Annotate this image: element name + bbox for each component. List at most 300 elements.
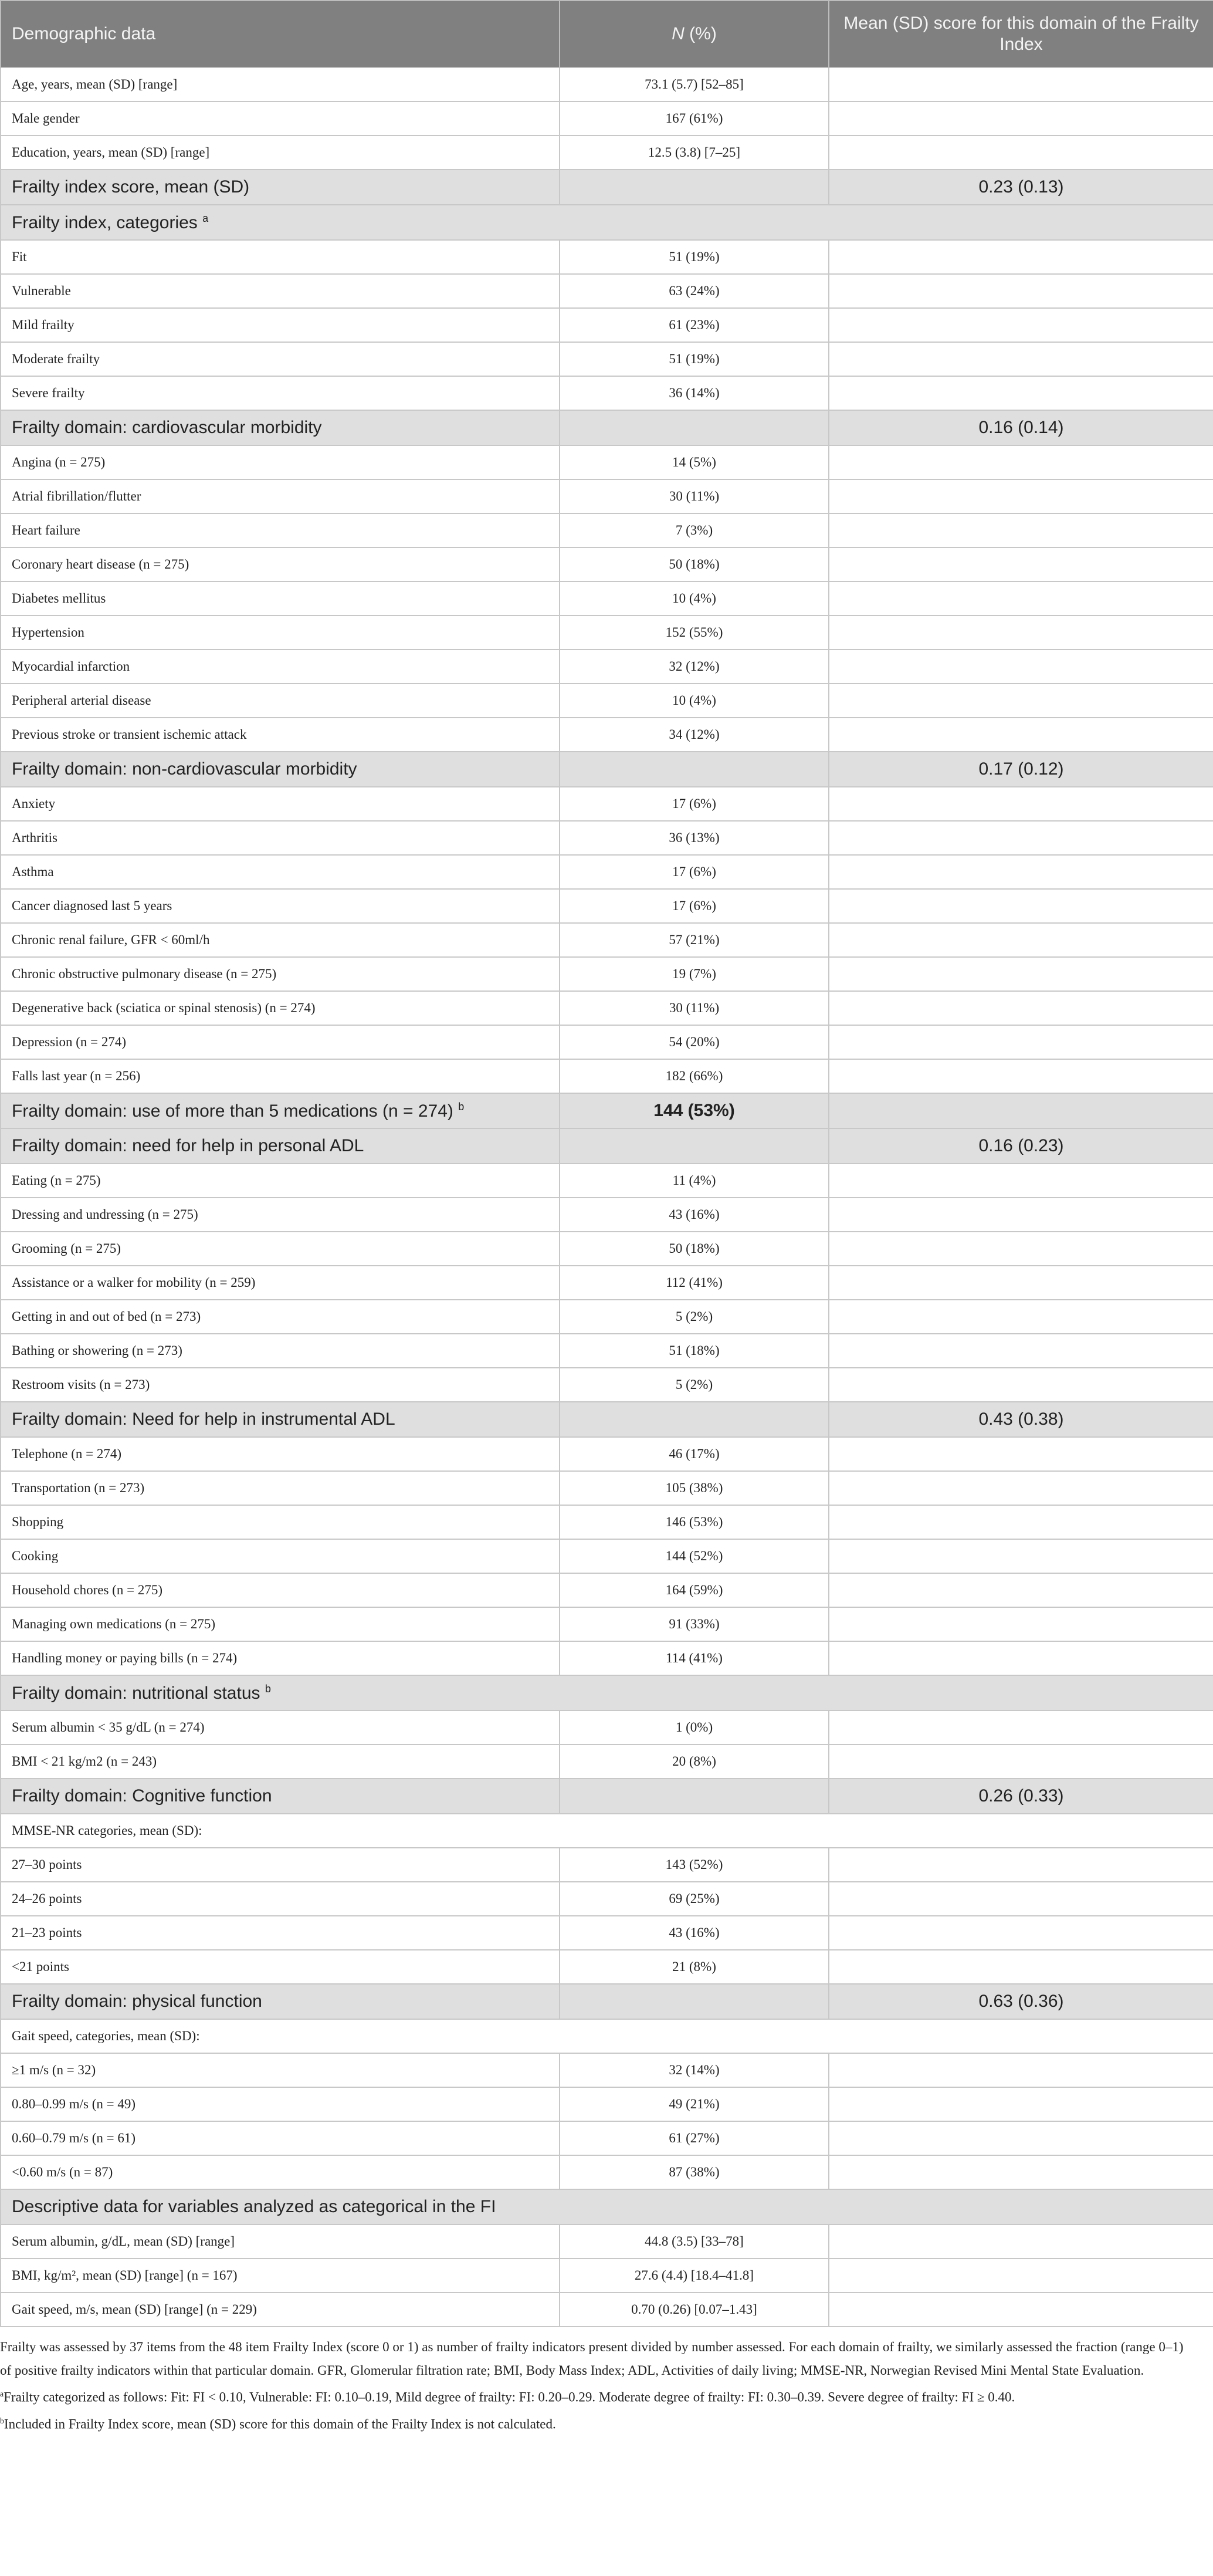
- mean-sd-cell: 0.26 (0.33): [829, 1779, 1213, 1814]
- row-label: [1, 957, 560, 991]
- row-label-text: Male gender: [12, 111, 80, 126]
- table-row: [1, 1334, 1213, 1368]
- n-percent-cell: 49 (21%): [560, 2087, 829, 2121]
- table-row: [1, 1607, 1213, 1641]
- mean-sd-cell: [829, 1950, 1213, 1984]
- row-label: [1, 821, 560, 855]
- n-percent-cell: [560, 752, 829, 787]
- section-row: [1, 1779, 1213, 1814]
- n-percent-cell: 21 (8%): [560, 1950, 829, 1984]
- row-label-text: Frailty index score, mean (SD): [12, 177, 250, 197]
- row-label-text: Shopping: [12, 1515, 64, 1529]
- section-row: [1, 752, 1213, 787]
- row-label-text: Mild frailty: [12, 317, 74, 332]
- table-row: [1, 1573, 1213, 1607]
- row-label-text: Peripheral arterial disease: [12, 693, 151, 708]
- footnote-b-text: Included in Frailty Index score, mean (SD) score for this domain of the Frailty Index is not calculated.: [4, 2416, 556, 2432]
- table-row: [1, 1232, 1213, 1266]
- mean-sd-cell: [829, 136, 1213, 170]
- n-percent-cell: [560, 1128, 829, 1164]
- row-label: [1, 1814, 1213, 1848]
- row-label-text: Education, years, mean (SD) [range]: [12, 145, 210, 160]
- footnote-a-mark: a: [0, 2389, 4, 2398]
- n-percent-cell: 32 (12%): [560, 650, 829, 684]
- row-label: [1, 2053, 560, 2087]
- table-row: [1, 1641, 1213, 1675]
- mean-sd-cell: [829, 1059, 1213, 1093]
- mean-sd-cell: [829, 2293, 1213, 2327]
- mean-sd-cell: [829, 1745, 1213, 1779]
- n-percent-cell: 17 (6%): [560, 787, 829, 821]
- row-label-text: Cooking: [12, 1549, 59, 1563]
- n-percent-cell: 46 (17%): [560, 1437, 829, 1471]
- n-percent-cell: 43 (16%): [560, 1198, 829, 1232]
- n-percent-cell: 54 (20%): [560, 1025, 829, 1059]
- n-percent-cell: 112 (41%): [560, 1266, 829, 1300]
- row-label-text: Arthritis: [12, 830, 57, 845]
- mean-sd-cell: [829, 1710, 1213, 1745]
- row-label-text: Dressing and undressing (n = 275): [12, 1207, 198, 1222]
- n-percent-cell: 63 (24%): [560, 274, 829, 308]
- row-label: [1, 1882, 560, 1916]
- n-percent-cell: 105 (38%): [560, 1471, 829, 1505]
- mean-sd-cell: 0.63 (0.36): [829, 1984, 1213, 2019]
- row-label-text: Gait speed, m/s, mean (SD) [range] (n = 229): [12, 2302, 257, 2317]
- n-percent-cell: 32 (14%): [560, 2053, 829, 2087]
- table-row: [1, 787, 1213, 821]
- row-label-text: Chronic obstructive pulmonary disease (n = 275): [12, 966, 277, 981]
- mean-sd-cell: [829, 1539, 1213, 1573]
- header-mean-sd: Mean (SD) score for this domain of the Frailty Index: [829, 1, 1213, 67]
- section-row: [1, 410, 1213, 445]
- table-row: [1, 445, 1213, 479]
- row-label-text: ≥1 m/s (n = 32): [12, 2063, 96, 2077]
- table-row: [1, 479, 1213, 513]
- mean-sd-cell: 0.43 (0.38): [829, 1402, 1213, 1437]
- table-row: [1, 1025, 1213, 1059]
- n-percent-cell: 30 (11%): [560, 991, 829, 1025]
- mean-sd-cell: [829, 342, 1213, 376]
- row-label-text: Chronic renal failure, GFR < 60ml/h: [12, 932, 210, 947]
- footnote-b: [0, 2409, 1191, 2436]
- row-label: [1, 445, 560, 479]
- row-label: [1, 2189, 1213, 2225]
- mean-sd-cell: [829, 376, 1213, 410]
- table-row: [1, 684, 1213, 718]
- row-label-text: Fit: [12, 249, 27, 264]
- row-label-text: 0.80–0.99 m/s (n = 49): [12, 2097, 136, 2111]
- row-label-text: Managing own medications (n = 275): [12, 1617, 216, 1631]
- row-label: [1, 2087, 560, 2121]
- row-label: [1, 240, 560, 274]
- row-label-text: Frailty domain: physical function: [12, 1992, 262, 2011]
- mean-sd-cell: [829, 479, 1213, 513]
- row-label: [1, 342, 560, 376]
- row-label-text: 21–23 points: [12, 1925, 82, 1940]
- row-label-text: Falls last year (n = 256): [12, 1069, 141, 1083]
- n-percent-cell: 36 (13%): [560, 821, 829, 855]
- section-row: [1, 205, 1213, 240]
- row-label-text: Hypertension: [12, 625, 84, 640]
- section-row: [1, 1093, 1213, 1128]
- table-row: [1, 1198, 1213, 1232]
- table-row: [1, 1266, 1213, 1300]
- row-label-text: MMSE-NR categories, mean (SD):: [12, 1823, 202, 1838]
- mean-sd-cell: [829, 718, 1213, 752]
- row-label: [1, 1368, 560, 1402]
- row-label-text: 24–26 points: [12, 1891, 82, 1906]
- table-row: [1, 1916, 1213, 1950]
- table-row: [1, 1710, 1213, 1745]
- header-n: N: [672, 24, 685, 43]
- n-percent-cell: [560, 1984, 829, 2019]
- n-percent-cell: 73.1 (5.7) [52–85]: [560, 67, 829, 102]
- n-percent-cell: 51 (19%): [560, 240, 829, 274]
- n-percent-cell: [560, 170, 829, 205]
- mean-sd-cell: 0.16 (0.23): [829, 1128, 1213, 1164]
- table-row: [1, 2053, 1213, 2087]
- n-percent-cell: 12.5 (3.8) [7–25]: [560, 136, 829, 170]
- table-row: [1, 547, 1213, 582]
- n-percent-cell: 61 (27%): [560, 2121, 829, 2155]
- mean-sd-cell: 0.16 (0.14): [829, 410, 1213, 445]
- row-label: [1, 1779, 560, 1814]
- table-row: [1, 1848, 1213, 1882]
- row-label: [1, 650, 560, 684]
- row-label: [1, 376, 560, 410]
- footnote-mark: b: [458, 1100, 465, 1113]
- mean-sd-cell: [829, 445, 1213, 479]
- row-label: [1, 547, 560, 582]
- table-row: [1, 821, 1213, 855]
- n-percent-cell: 5 (2%): [560, 1300, 829, 1334]
- table-row: [1, 889, 1213, 923]
- row-label: [1, 274, 560, 308]
- mean-sd-cell: [829, 616, 1213, 650]
- table-row: [1, 240, 1213, 274]
- table-row: [1, 1814, 1213, 1848]
- row-label: [1, 2121, 560, 2155]
- row-label: [1, 1745, 560, 1779]
- n-percent-cell: 182 (66%): [560, 1059, 829, 1093]
- table-row: [1, 2019, 1213, 2053]
- row-label: [1, 479, 560, 513]
- section-row: [1, 1675, 1213, 1710]
- row-label-text: Heart failure: [12, 523, 80, 537]
- n-percent-cell: 36 (14%): [560, 376, 829, 410]
- table-row: [1, 2155, 1213, 2189]
- table-row: [1, 718, 1213, 752]
- table-row: [1, 308, 1213, 342]
- mean-sd-cell: [829, 1266, 1213, 1300]
- row-label-text: Frailty domain: Need for help in instrumental ADL: [12, 1409, 395, 1429]
- table-row: [1, 1368, 1213, 1402]
- mean-sd-cell: [829, 547, 1213, 582]
- mean-sd-cell: [829, 582, 1213, 616]
- table-row: [1, 1300, 1213, 1334]
- n-percent-cell: 17 (6%): [560, 889, 829, 923]
- n-percent-cell: 11 (4%): [560, 1164, 829, 1198]
- row-label: [1, 102, 560, 136]
- mean-sd-cell: [829, 1368, 1213, 1402]
- row-label: [1, 1300, 560, 1334]
- row-label: [1, 1198, 560, 1232]
- row-label-text: Frailty index, categories: [12, 212, 203, 232]
- header-n-percent: [560, 1, 829, 67]
- row-label: [1, 1334, 560, 1368]
- n-percent-cell: 14 (5%): [560, 445, 829, 479]
- row-label: [1, 2155, 560, 2189]
- row-label: [1, 1848, 560, 1882]
- row-label-text: Frailty domain: cardiovascular morbidity: [12, 418, 322, 437]
- mean-sd-cell: [829, 1232, 1213, 1266]
- table-row: [1, 991, 1213, 1025]
- table-row: [1, 1471, 1213, 1505]
- mean-sd-cell: [829, 2053, 1213, 2087]
- row-label: [1, 1025, 560, 1059]
- row-label-text: Descriptive data for variables analyzed as categorical in the FI: [12, 2197, 496, 2216]
- mean-sd-cell: [829, 1093, 1213, 1128]
- n-percent-cell: 17 (6%): [560, 855, 829, 889]
- row-label: [1, 1437, 560, 1471]
- row-label-text: Frailty domain: need for help in personal ADL: [12, 1136, 364, 1155]
- n-percent-cell: 30 (11%): [560, 479, 829, 513]
- n-percent-cell: 20 (8%): [560, 1745, 829, 1779]
- n-percent-cell: 69 (25%): [560, 1882, 829, 1916]
- n-percent-cell: 51 (19%): [560, 342, 829, 376]
- mean-sd-cell: [829, 1334, 1213, 1368]
- row-label: [1, 2259, 560, 2293]
- row-label: [1, 718, 560, 752]
- header-percent: (%): [684, 24, 717, 43]
- mean-sd-cell: 0.23 (0.13): [829, 170, 1213, 205]
- row-label-text: Assistance or a walker for mobility (n = 259): [12, 1275, 256, 1290]
- n-percent-cell: 51 (18%): [560, 1334, 829, 1368]
- row-label: [1, 1471, 560, 1505]
- footnote-a: [0, 2382, 1191, 2409]
- row-label: [1, 787, 560, 821]
- row-label: [1, 513, 560, 547]
- row-label: [1, 67, 560, 102]
- table-row: [1, 1505, 1213, 1539]
- row-label-text: Asthma: [12, 864, 54, 879]
- row-label: [1, 1641, 560, 1675]
- row-label-text: Myocardial infarction: [12, 659, 130, 674]
- row-label: [1, 1950, 560, 1984]
- row-label-text: Serum albumin, g/dL, mean (SD) [range]: [12, 2234, 235, 2249]
- row-label: [1, 170, 560, 205]
- row-label-text: Frailty domain: Cognitive function: [12, 1786, 272, 1806]
- row-label: [1, 582, 560, 616]
- n-percent-cell: 34 (12%): [560, 718, 829, 752]
- n-percent-cell: 27.6 (4.4) [18.4–41.8]: [560, 2259, 829, 2293]
- row-label: [1, 889, 560, 923]
- row-label: [1, 1710, 560, 1745]
- section-row: [1, 170, 1213, 205]
- table-row: [1, 957, 1213, 991]
- footnote-mark: a: [202, 212, 209, 224]
- mean-sd-cell: [829, 513, 1213, 547]
- row-label: [1, 2225, 560, 2259]
- mean-sd-cell: [829, 1300, 1213, 1334]
- mean-sd-cell: [829, 1164, 1213, 1198]
- n-percent-cell: 143 (52%): [560, 1848, 829, 1882]
- mean-sd-cell: [829, 1641, 1213, 1675]
- section-row: [1, 2189, 1213, 2225]
- mean-sd-cell: [829, 1437, 1213, 1471]
- mean-sd-cell: [829, 923, 1213, 957]
- row-label: [1, 616, 560, 650]
- row-label-text: Atrial fibrillation/flutter: [12, 489, 141, 503]
- n-percent-cell: 164 (59%): [560, 1573, 829, 1607]
- mean-sd-cell: [829, 1848, 1213, 1882]
- n-percent-cell: [560, 1402, 829, 1437]
- header-demographic-data: Demographic data: [1, 1, 560, 67]
- n-percent-cell: [560, 410, 829, 445]
- row-label: [1, 1232, 560, 1266]
- row-label: [1, 1059, 560, 1093]
- row-label-text: BMI < 21 kg/m2 (n = 243): [12, 1754, 157, 1769]
- mean-sd-cell: [829, 1471, 1213, 1505]
- row-label-text: Serum albumin < 35 g/dL (n = 274): [12, 1720, 205, 1735]
- n-percent-cell: 44.8 (3.5) [33–78]: [560, 2225, 829, 2259]
- mean-sd-cell: 0.17 (0.12): [829, 752, 1213, 787]
- row-label-text: Grooming (n = 275): [12, 1241, 121, 1256]
- mean-sd-cell: [829, 957, 1213, 991]
- row-label: [1, 1916, 560, 1950]
- mean-sd-cell: [829, 1882, 1213, 1916]
- table-body: [1, 67, 1213, 2327]
- mean-sd-cell: [829, 2225, 1213, 2259]
- row-label-text: Vulnerable: [12, 283, 71, 298]
- row-label: [1, 684, 560, 718]
- mean-sd-cell: [829, 855, 1213, 889]
- table-row: [1, 650, 1213, 684]
- row-label-text: Angina (n = 275): [12, 455, 106, 469]
- mean-sd-cell: [829, 889, 1213, 923]
- table-row: [1, 616, 1213, 650]
- table-row: [1, 102, 1213, 136]
- row-label-text: Degenerative back (sciatica or spinal stenosis) (n = 274): [12, 1000, 316, 1015]
- n-percent-cell: 1 (0%): [560, 1710, 829, 1745]
- section-row: [1, 1984, 1213, 2019]
- n-percent-cell: 152 (55%): [560, 616, 829, 650]
- row-label: [1, 1402, 560, 1437]
- n-percent-cell: 50 (18%): [560, 547, 829, 582]
- n-percent-cell: 87 (38%): [560, 2155, 829, 2189]
- table-row: [1, 67, 1213, 102]
- mean-sd-cell: [829, 2121, 1213, 2155]
- mean-sd-cell: [829, 1198, 1213, 1232]
- mean-sd-cell: [829, 821, 1213, 855]
- table-row: [1, 1882, 1213, 1916]
- row-label: [1, 855, 560, 889]
- row-label-text: Severe frailty: [12, 386, 85, 400]
- table-row: [1, 1539, 1213, 1573]
- row-label: [1, 923, 560, 957]
- mean-sd-cell: [829, 1573, 1213, 1607]
- table-row: [1, 582, 1213, 616]
- mean-sd-cell: [829, 240, 1213, 274]
- row-label: [1, 205, 1213, 240]
- table-row: [1, 1745, 1213, 1779]
- n-percent-cell: 5 (2%): [560, 1368, 829, 1402]
- mean-sd-cell: [829, 2259, 1213, 2293]
- row-label: [1, 1607, 560, 1641]
- mean-sd-cell: [829, 650, 1213, 684]
- row-label: [1, 1164, 560, 1198]
- table-row: [1, 1164, 1213, 1198]
- mean-sd-cell: [829, 1607, 1213, 1641]
- table-row: [1, 342, 1213, 376]
- row-label-text: Coronary heart disease (n = 275): [12, 557, 189, 572]
- row-label-text: Restroom visits (n = 273): [12, 1377, 150, 1392]
- mean-sd-cell: [829, 1025, 1213, 1059]
- footnote-main: Frailty was assessed by 37 items from the 48 item Frailty Index (score 0 or 1) as number of frailty indicators present divided by number assessed. For each domain of frailty, we similarly assessed the fraction (range 0–1) of positive frailty indicators within that particular domain. GFR, Glomerular filtration rate; BMI, Body Mass Index; ADL, Activities of daily living; MMSE-NR, Norwegian Revised Mini Mental State Evaluation.: [0, 2340, 1184, 2378]
- n-percent-cell: 19 (7%): [560, 957, 829, 991]
- table-row: [1, 855, 1213, 889]
- row-label: [1, 1266, 560, 1300]
- row-label-text: Age, years, mean (SD) [range]: [12, 77, 178, 92]
- row-label: [1, 1984, 560, 2019]
- row-label-text: Bathing or showering (n = 273): [12, 1343, 182, 1358]
- table-row: [1, 513, 1213, 547]
- row-label-text: Telephone (n = 274): [12, 1446, 121, 1461]
- table-row: [1, 2087, 1213, 2121]
- n-percent-cell: 144 (53%): [560, 1093, 829, 1128]
- row-label-text: Handling money or paying bills (n = 274): [12, 1651, 238, 1665]
- n-percent-cell: 0.70 (0.26) [0.07–1.43]: [560, 2293, 829, 2327]
- row-label-text: <0.60 m/s (n = 87): [12, 2165, 113, 2179]
- row-label: [1, 136, 560, 170]
- row-label-text: Depression (n = 274): [12, 1035, 127, 1049]
- n-percent-cell: 7 (3%): [560, 513, 829, 547]
- table-row: [1, 1437, 1213, 1471]
- row-label: [1, 1505, 560, 1539]
- table-header-row: [1, 1, 1213, 67]
- table-row: [1, 2121, 1213, 2155]
- row-label-text: Moderate frailty: [12, 351, 100, 366]
- table-row: [1, 1059, 1213, 1093]
- n-percent-cell: 114 (41%): [560, 1641, 829, 1675]
- table-row: [1, 274, 1213, 308]
- table-row: [1, 376, 1213, 410]
- mean-sd-cell: [829, 308, 1213, 342]
- row-label-text: Getting in and out of bed (n = 273): [12, 1309, 201, 1324]
- row-label-text: Gait speed, categories, mean (SD):: [12, 2029, 200, 2043]
- mean-sd-cell: [829, 787, 1213, 821]
- row-label: [1, 991, 560, 1025]
- mean-sd-cell: [829, 991, 1213, 1025]
- row-label: [1, 2293, 560, 2327]
- table-row: [1, 923, 1213, 957]
- mean-sd-cell: [829, 684, 1213, 718]
- row-label-text: Cancer diagnosed last 5 years: [12, 898, 172, 913]
- row-label-text: 27–30 points: [12, 1857, 82, 1872]
- row-label-text: Household chores (n = 275): [12, 1583, 162, 1597]
- row-label-text: Anxiety: [12, 796, 56, 811]
- row-label-text: Frailty domain: non-cardiovascular morbidity: [12, 759, 357, 779]
- n-percent-cell: 146 (53%): [560, 1505, 829, 1539]
- n-percent-cell: 10 (4%): [560, 582, 829, 616]
- n-percent-cell: [560, 1779, 829, 1814]
- section-row: [1, 1128, 1213, 1164]
- mean-sd-cell: [829, 2155, 1213, 2189]
- n-percent-cell: 91 (33%): [560, 1607, 829, 1641]
- n-percent-cell: 10 (4%): [560, 684, 829, 718]
- row-label: [1, 410, 560, 445]
- mean-sd-cell: [829, 102, 1213, 136]
